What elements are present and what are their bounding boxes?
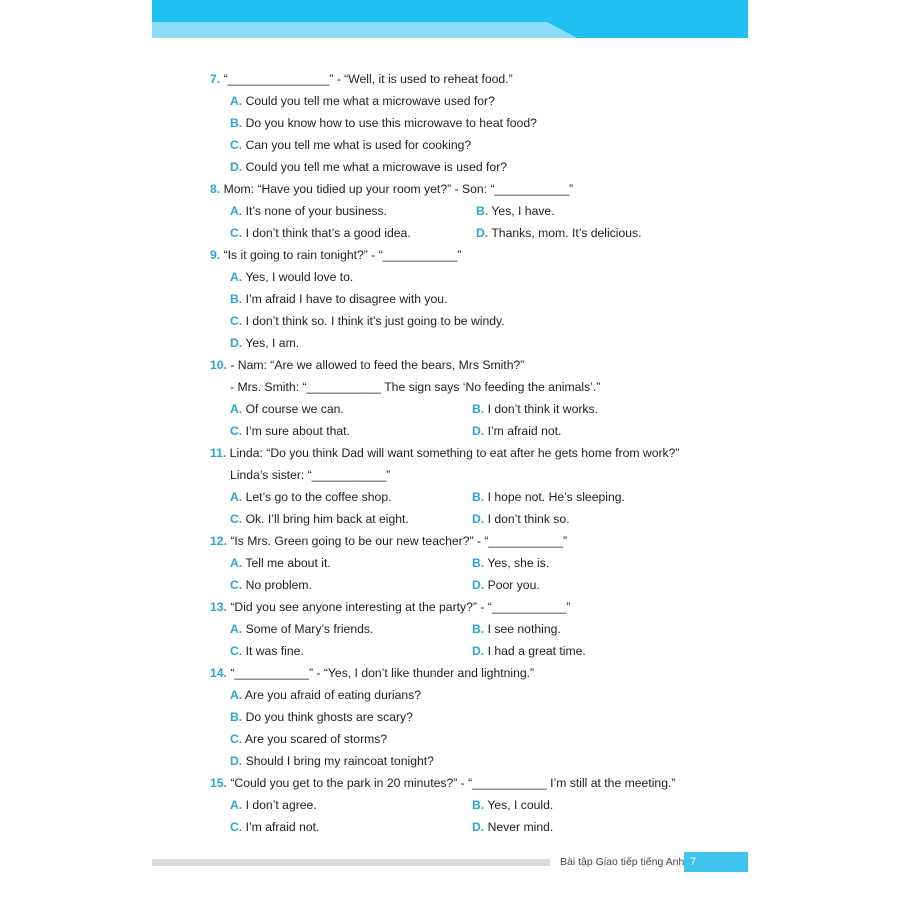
answer-option [472,508,570,530]
answer-option [230,574,312,596]
answer-option [230,508,409,530]
question-number: 7. [210,72,221,86]
option-letter: C. [230,226,243,240]
question-number: 8. [210,182,221,196]
option-row [210,134,730,156]
answer-option [230,314,505,328]
option-letter: C. [230,424,243,438]
answer-option [230,398,344,420]
option-letter: B. [472,622,485,636]
option-letter: D. [472,512,485,526]
option-text: It was fine. [245,644,304,658]
option-letter: D. [230,754,243,768]
option-row [210,728,730,750]
question-number: 9. [210,248,221,262]
question-text-continued: Linda’s sister: “___________” [230,468,391,482]
option-letter: B. [476,204,489,218]
option-row [210,156,730,178]
option-text: Could you tell me what a microwave used for? [245,94,495,108]
option-text: Ok. I’ll bring him back at eight. [245,512,409,526]
answer-option [472,486,625,508]
option-letter: B. [472,556,485,570]
answer-option [230,116,537,130]
option-row [210,200,730,222]
option-row [210,706,730,728]
answer-option [230,420,350,442]
option-text: I don’t think so. I think it’s just going to be windy. [245,314,505,328]
answer-option [230,794,317,816]
option-letter: C. [230,578,243,592]
question-number: 14. [210,666,227,680]
option-row [210,574,730,596]
option-letter: A. [230,94,243,108]
question-number: 11. [210,446,227,460]
option-row [210,112,730,134]
answer-option [230,200,387,222]
answer-option [230,486,392,508]
option-letter: A. [230,204,243,218]
answer-option [230,816,319,838]
question-number: 15. [210,776,227,790]
option-letter: B. [472,490,485,504]
question-text: - Nam: “Are we allowed to feed the bears, Mrs Smith?” [230,358,525,372]
option-text: Let’s go to the coffee shop. [245,490,392,504]
option-letter: C. [230,138,243,152]
answer-option [472,420,561,442]
option-text: I don’t think it works. [487,402,598,416]
option-text: Are you scared of storms? [244,732,388,746]
answer-option [230,160,507,174]
option-letter: D. [472,644,485,658]
page-number: 7 [684,852,748,872]
option-letter: B. [230,710,243,724]
option-letter: D. [230,160,243,174]
option-row [210,750,730,772]
option-text: I don’t think that’s a good idea. [245,226,411,240]
option-letter: A. [230,622,243,636]
option-row [210,332,730,354]
option-text: I had a great time. [487,644,586,658]
option-text: I’m afraid not. [487,424,562,438]
page-footer [152,852,748,874]
question-text: “Is Mrs. Green going to be our new teacher?” - “___________” [230,534,568,548]
option-text: Thanks, mom. It’s delicious. [491,226,642,240]
answer-option [230,552,331,574]
question-stem [210,662,730,684]
question-number: 13. [210,600,227,614]
option-letter: A. [230,270,243,284]
option-row [210,816,730,838]
option-row [210,420,730,442]
option-text: Never mind. [487,820,554,834]
option-letter: C. [230,732,243,746]
option-text: Yes, I could. [487,798,554,812]
question-stem [210,178,730,200]
option-letter: A. [230,798,243,812]
answer-option [476,200,555,222]
option-text: Yes, I am. [245,336,300,350]
question-text: “Could you get to the park in 20 minutes?” - “___________ I’m still at the meeting.” [230,776,676,790]
option-letter: D. [230,336,243,350]
answer-option [230,710,413,724]
answer-option [230,222,411,244]
question-stem [210,530,730,552]
option-row [210,618,730,640]
option-text: I hope not. He’s sleeping. [487,490,625,504]
option-text: I don’t agree. [245,798,317,812]
answer-option [230,138,471,152]
answer-option [472,618,561,640]
answer-option [230,754,434,768]
question-stem [210,596,730,618]
question-text: “_______________” - “Well, it is used to reheat food.” [223,72,513,86]
option-row [210,398,730,420]
option-text: Can you tell me what is used for cooking? [245,138,472,152]
answer-option [472,640,586,662]
question-stem [210,772,730,794]
answer-option [472,816,553,838]
answer-option [230,732,387,746]
option-text: Yes, I have. [491,204,555,218]
option-row [210,486,730,508]
option-text: Should I bring my raincoat tonight? [245,754,434,768]
option-row [210,640,730,662]
option-row [210,90,730,112]
option-letter: A. [230,556,243,570]
option-text: I’m sure about that. [245,424,350,438]
answer-option [230,688,421,702]
option-text: Yes, I would love to. [245,270,354,284]
answer-option [230,292,447,306]
question-list [210,68,730,838]
option-letter: C. [230,314,243,328]
option-letter: B. [230,292,243,306]
question-text: “Is it going to rain tonight?” - “___________” [223,248,462,262]
question-text: Linda: “Do you think Dad will want something to eat after he gets home from work?” [229,446,680,460]
option-row [210,222,730,244]
question-text: “___________” - “Yes, I don’t like thunder and lightning.” [230,666,535,680]
answer-option [472,794,553,816]
answer-option [230,336,299,350]
option-text: It’s none of your business. [245,204,387,218]
answer-option [472,398,598,420]
footer-book-title: Bài tập Giao tiếp tiếng Anh [560,856,685,868]
option-text: I see nothing. [487,622,561,636]
option-row [210,508,730,530]
option-letter: D. [476,226,489,240]
option-text: Are you afraid of eating durians? [244,688,422,702]
question-stem [210,244,730,266]
option-text: I’m afraid not. [245,820,320,834]
footer-bar [152,859,550,866]
option-text: Yes, she is. [487,556,550,570]
question-number: 10. [210,358,227,372]
option-letter: D. [472,424,485,438]
option-row [210,266,730,288]
option-text: Do you know how to use this microwave to heat food? [245,116,537,130]
answer-option [230,270,353,284]
header-band [152,0,748,38]
answer-option [476,222,642,244]
question-text: Mom: “Have you tidied up your room yet?” - Son: “___________” [223,182,574,196]
question-number: 12. [210,534,227,548]
option-text: Could you tell me what a microwave is used for? [245,160,508,174]
answer-option [230,618,373,640]
answer-option [472,574,540,596]
option-letter: D. [472,820,485,834]
option-text: I’m afraid I have to disagree with you. [245,292,448,306]
option-letter: A. [230,688,243,702]
option-letter: B. [472,402,485,416]
option-letter: A. [230,402,243,416]
option-text: Do you think ghosts are scary? [245,710,413,724]
option-letter: B. [472,798,485,812]
option-letter: C. [230,820,243,834]
option-text: Some of Mary’s friends. [245,622,374,636]
option-text: Poor you. [487,578,540,592]
question-stem [210,68,730,90]
option-text: Tell me about it. [245,556,331,570]
option-text: Of course we can. [245,402,344,416]
answer-option [472,552,549,574]
question-stem [210,442,730,464]
option-letter: C. [230,644,243,658]
option-row [210,310,730,332]
option-row [210,552,730,574]
option-text: I don’t think so. [487,512,570,526]
question-stem [210,354,730,376]
answer-option [230,94,495,108]
option-row [210,288,730,310]
option-row [210,794,730,816]
question-text-continued: - Mrs. Smith: “___________ The sign says ‘No feeding the animals’.” [230,380,601,394]
answer-option [230,640,304,662]
option-letter: C. [230,512,243,526]
option-row [210,684,730,706]
question-text: “Did you see anyone interesting at the party?” - “___________” [230,600,571,614]
option-text: No problem. [245,578,312,592]
option-letter: A. [230,490,243,504]
book-page [152,0,748,900]
header-band-graphic [152,0,748,38]
option-letter: B. [230,116,243,130]
option-letter: D. [472,578,485,592]
